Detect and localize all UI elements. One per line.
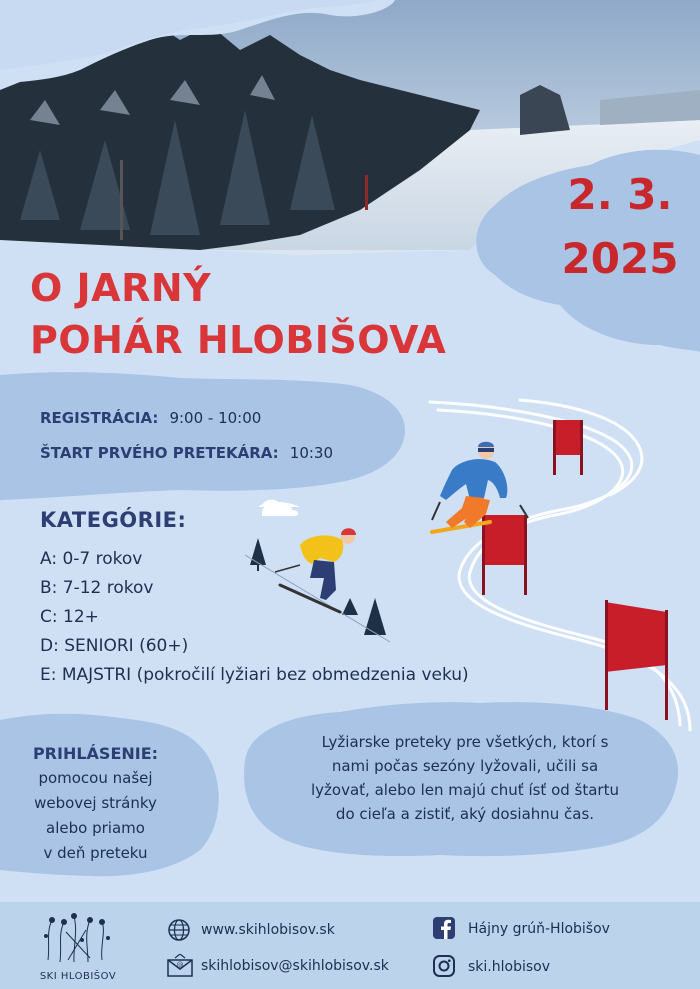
email-text: skihlobisov@skihlobisov.sk xyxy=(201,958,389,974)
description-line: Lyžiarske preteky pre všetkých, ktorí s xyxy=(321,733,609,751)
event-description xyxy=(270,730,660,826)
event-title xyxy=(30,262,446,366)
ski-hlobisov-logo xyxy=(38,910,118,985)
registration-time: 9:00 - 10:00 xyxy=(169,409,262,427)
instagram-icon xyxy=(432,954,456,978)
description-line: nami počas sezóny lyžovali, učili sa xyxy=(331,757,599,775)
start-row xyxy=(40,443,333,462)
start-label: ŠTART PRVÉHO PRETEKÁRA: xyxy=(40,444,279,462)
category-item: D: SENIORI (60+) xyxy=(40,636,189,656)
description-line: lyžovať, alebo len majú chuť ísť od štartu xyxy=(310,781,619,799)
categories-list xyxy=(40,545,469,690)
category-item: C: 12+ xyxy=(40,607,99,627)
event-date-line2: 2025 xyxy=(561,234,679,283)
category-item: A: 0-7 rokov xyxy=(40,549,143,569)
signup-line: webovej stránky xyxy=(34,794,157,812)
gate-1 xyxy=(553,420,583,475)
event-title-line1: O JARNÝ xyxy=(30,266,212,310)
svg-text:@: @ xyxy=(176,961,184,969)
registration-label: REGISTRÁCIA: xyxy=(40,409,159,427)
instagram-text: ski.hlobisov xyxy=(468,959,550,975)
logo-flowers-icon xyxy=(38,910,118,965)
start-time: 10:30 xyxy=(289,444,334,462)
signup-heading: PRIHLÁSENIE: xyxy=(32,744,159,763)
website-text: www.skihlobisov.sk xyxy=(201,922,335,938)
footer xyxy=(0,902,700,989)
gate-3 xyxy=(605,600,668,720)
signup-line: pomocou našej xyxy=(38,769,153,787)
categories-heading: KATEGÓRIE: xyxy=(40,508,187,532)
category-item: B: 7-12 rokov xyxy=(40,578,154,598)
category-item: E: MAJSTRI (pokročilí lyžiari bez obmedzenia veku) xyxy=(40,665,469,685)
facebook-text: Hájny grúň-Hlobišov xyxy=(468,921,610,937)
info-cloud xyxy=(0,372,405,500)
signup-line: v deň preteku xyxy=(43,844,148,862)
gate-2 xyxy=(482,515,527,595)
registration-row xyxy=(40,408,261,427)
globe-icon xyxy=(167,918,191,942)
signup-block xyxy=(3,741,188,866)
facebook-icon xyxy=(432,916,456,940)
event-title-line2: POHÁR HLOBIŠOVA xyxy=(30,318,447,362)
event-date-line1: 2. 3. xyxy=(567,170,673,219)
signup-line: alebo priamo xyxy=(46,819,145,837)
email-icon xyxy=(167,954,193,978)
event-date xyxy=(545,163,695,291)
description-line: do cieľa a zistiť, aký dosiahnu čas. xyxy=(335,805,595,823)
logo-text: SKI HLOBIŠOV xyxy=(39,971,117,982)
